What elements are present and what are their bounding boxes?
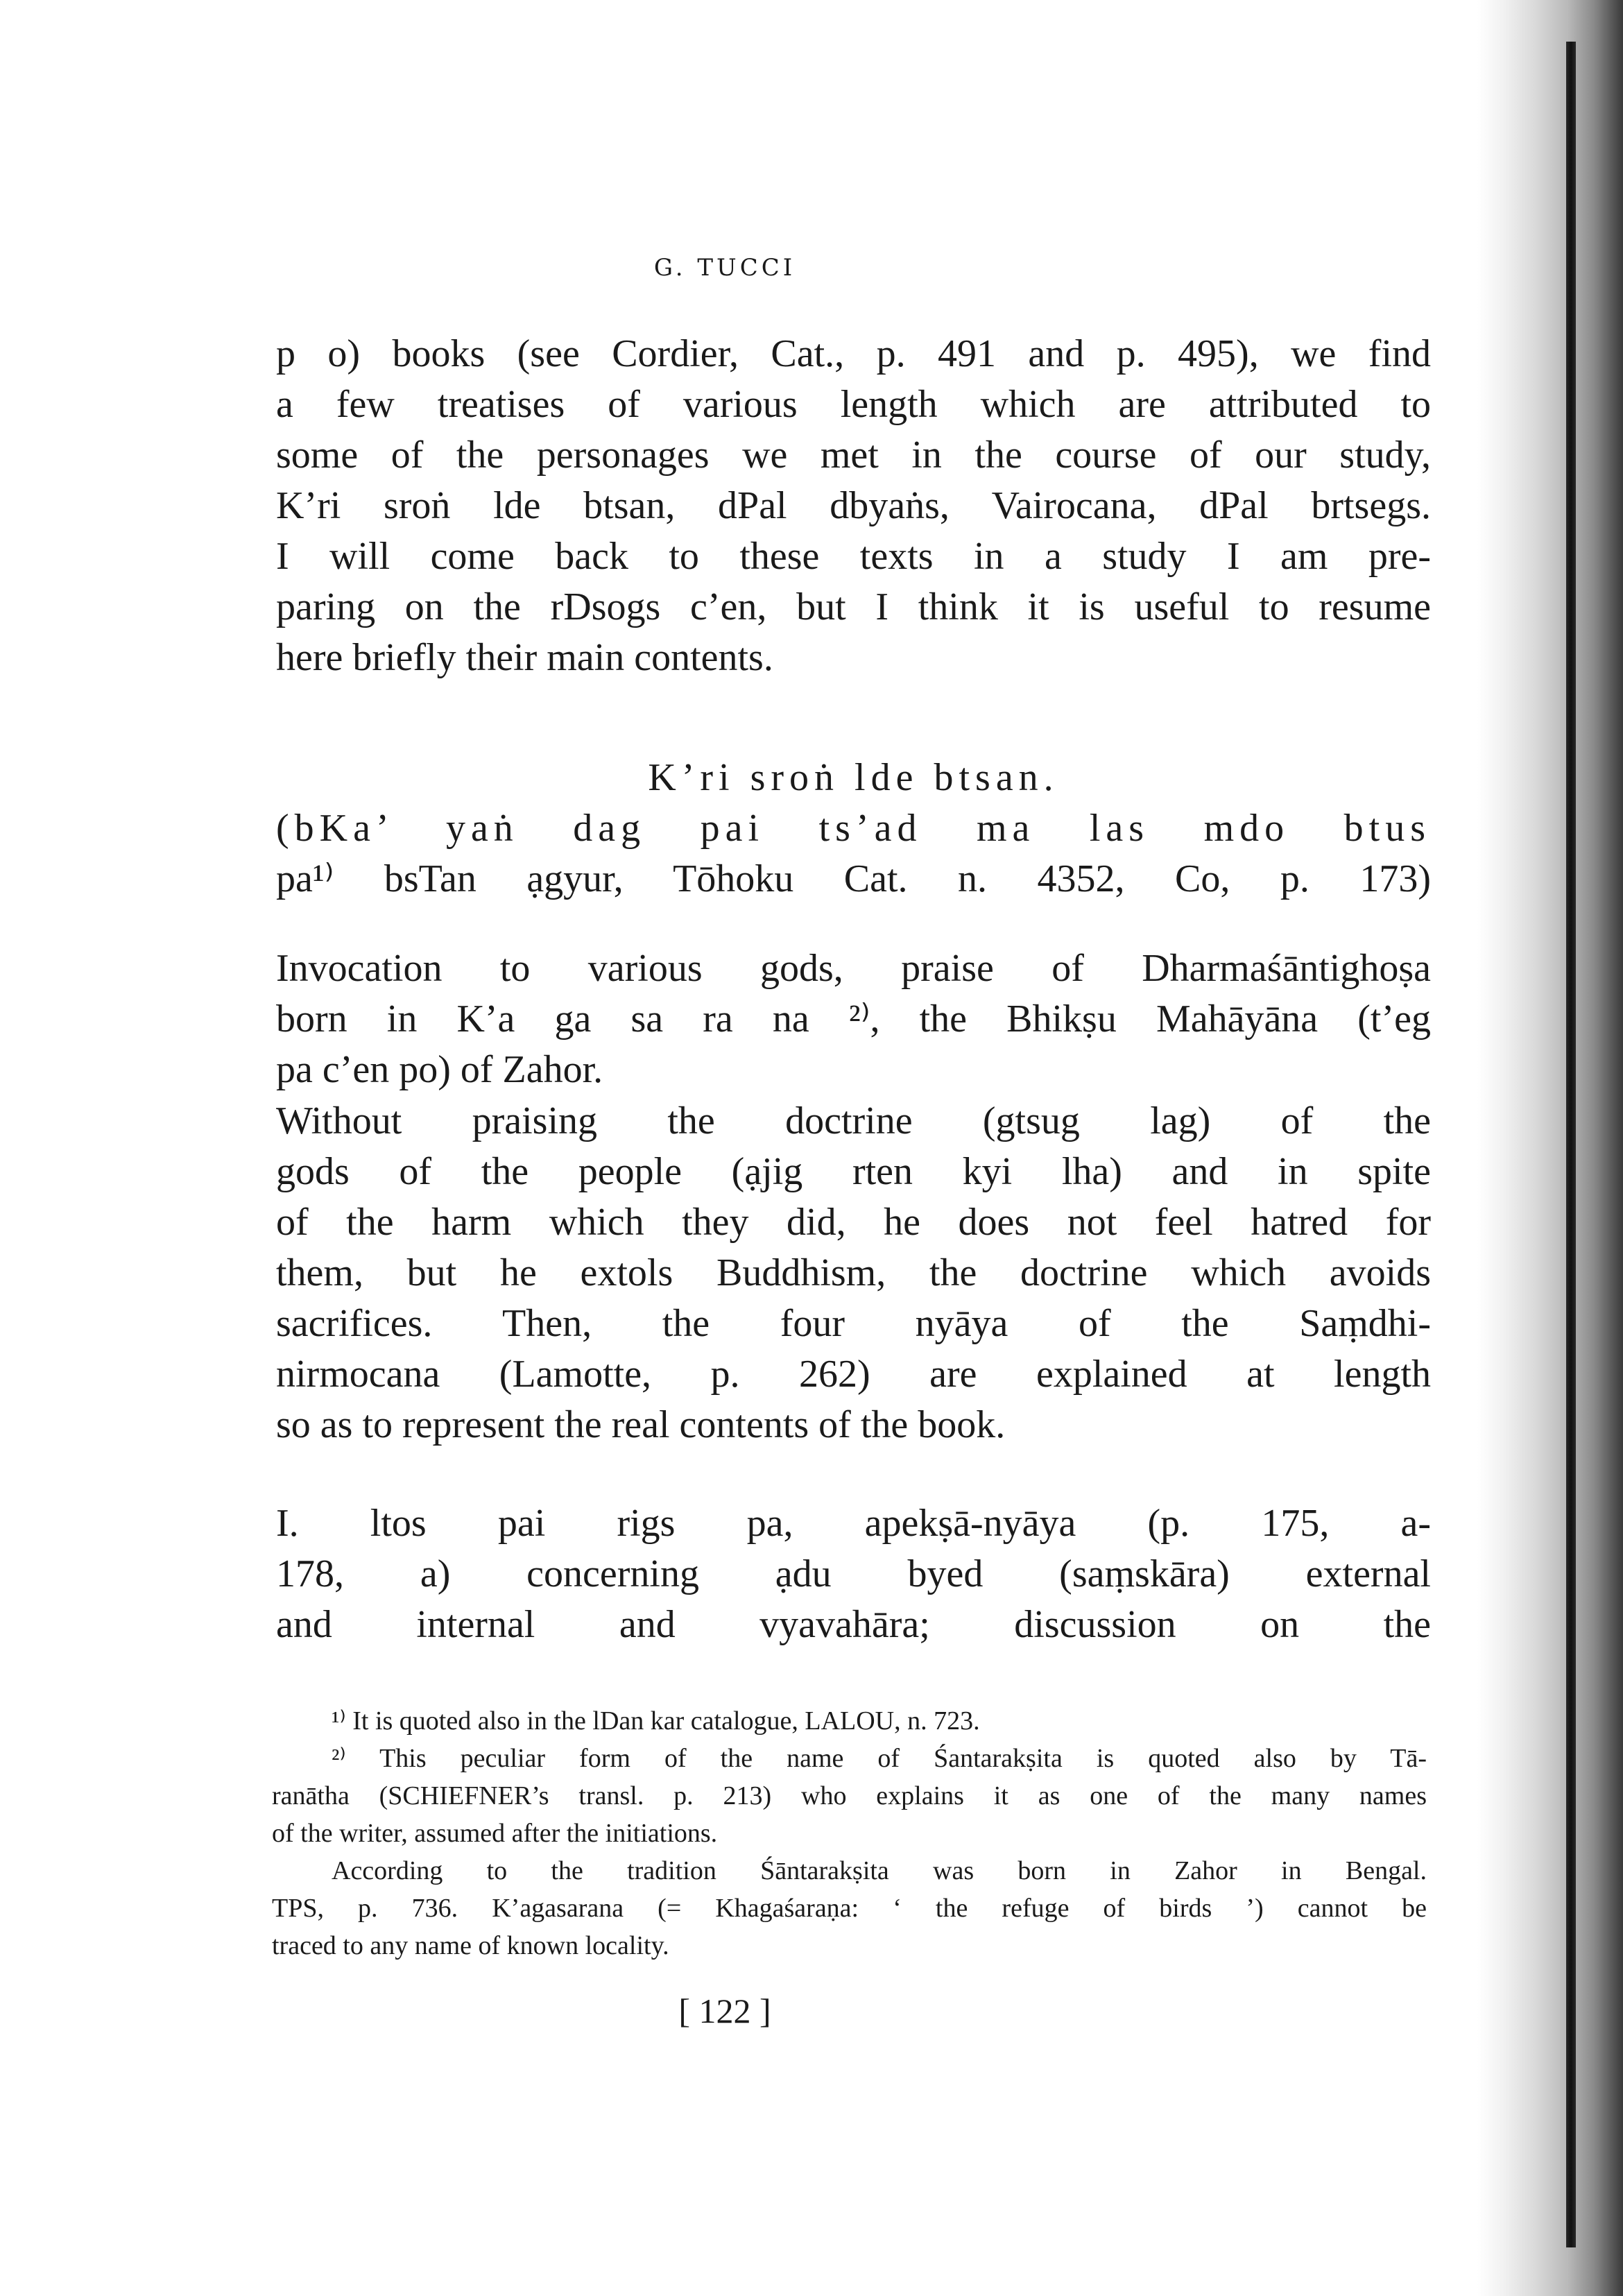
text-line: sacrifices. Then, the four nyāya of the Saṃdhi- (276, 1302, 1431, 1345)
section-heading: K’ri sroṅ lde btsan. (648, 756, 1059, 799)
text-line: K’ri sroṅ lde btsan, dPal dbyaṅs, Vairocana, dPal brtsegs. (276, 484, 1431, 527)
text-line: 178, a) concerning ạdu byed (saṃskāra) external (276, 1552, 1431, 1595)
text-line: I. ltos pai rigs pa, apekṣā-nyāya (p. 175, a- (276, 1502, 1431, 1545)
paragraph-1 (276, 329, 1431, 531)
text-line: Invocation to various gods, praise of Dharmaśāntighoṣa (276, 947, 1431, 990)
text-line: pa c’en po) of Zahor. (276, 1048, 603, 1091)
text-line: some of the personages we met in the course of our study, (276, 434, 1431, 477)
text-line: pa¹⁾ bsTan ạgyur, Tōhoku Cat. n. 4352, Co, p. 173) (276, 857, 1431, 900)
text-line: I will come back to these texts in a study I am pre- (276, 535, 1431, 578)
text-line: paring on the rDsogs c’en, but I think it is useful to resume (276, 585, 1431, 628)
paragraph-4 (276, 1096, 1431, 1450)
text-line: and internal and vyavahāra; discussion on the (276, 1603, 1431, 1646)
text-line: p o) books (see Cordier, Cat., p. 491 and p. 495), we find (276, 332, 1431, 375)
footnote-2: ²⁾ This peculiar form of the name of Śantarakṣita is quoted also by Tā- (332, 1744, 1427, 1773)
footnotes (272, 1702, 1427, 1964)
text-line: born in K’a ga sa ra na ²⁾, the Bhikṣu Mahāyāna (t’eg (276, 997, 1431, 1040)
text-line: them, but he extols Buddhism, the doctrine which avoids (276, 1251, 1431, 1294)
source-reference (276, 803, 1431, 905)
footnote-line: TPS, p. 736. K’agasarana (= Khagaśaraṇa: ‘ the refuge of birds ’) cannot be (272, 1894, 1427, 1923)
text-line: gods of the people (ạjig rten kyi lha) and in spite (276, 1150, 1431, 1193)
text-line: nirmocana (Lamotte, p. 262) are explained at length (276, 1353, 1431, 1396)
footnote-line: According to the tradition Śāntarakṣita was born in Zahor in Bengal. (332, 1856, 1427, 1885)
paragraph-3 (276, 943, 1431, 1095)
footnote-line: ranātha (SCHIEFNER’s transl. p. 213) who explains it as one of the many names (272, 1781, 1427, 1810)
text-line: a few treatises of various length which are attributed to (276, 383, 1431, 426)
text-line: here briefly their main contents. (276, 636, 773, 679)
text-line: so as to represent the real contents of the book. (276, 1403, 1006, 1446)
text-line: Without praising the doctrine (gtsug lag) of the (276, 1099, 1431, 1142)
page-number: [ 122 ] (678, 1991, 771, 2030)
running-head: G. TUCCI (653, 254, 796, 282)
paragraph-5 (276, 1498, 1431, 1650)
book-gutter-shadow (1477, 0, 1623, 2296)
paragraph-2 (276, 531, 1431, 683)
gutter-crease (1566, 42, 1576, 2247)
text-line: of the harm which they did, he does not feel hatred for (276, 1201, 1431, 1244)
footnote-1: ¹⁾ It is quoted also in the lDan kar catalogue, LALOU, n. 723. (332, 1706, 980, 1736)
footnote-line: of the writer, assumed after the initiations. (272, 1819, 718, 1848)
footnote-line: traced to any name of known locality. (272, 1931, 669, 1960)
text-line: (bKa’ yaṅ dag pai ts’ad ma las mdo btus (276, 807, 1431, 850)
